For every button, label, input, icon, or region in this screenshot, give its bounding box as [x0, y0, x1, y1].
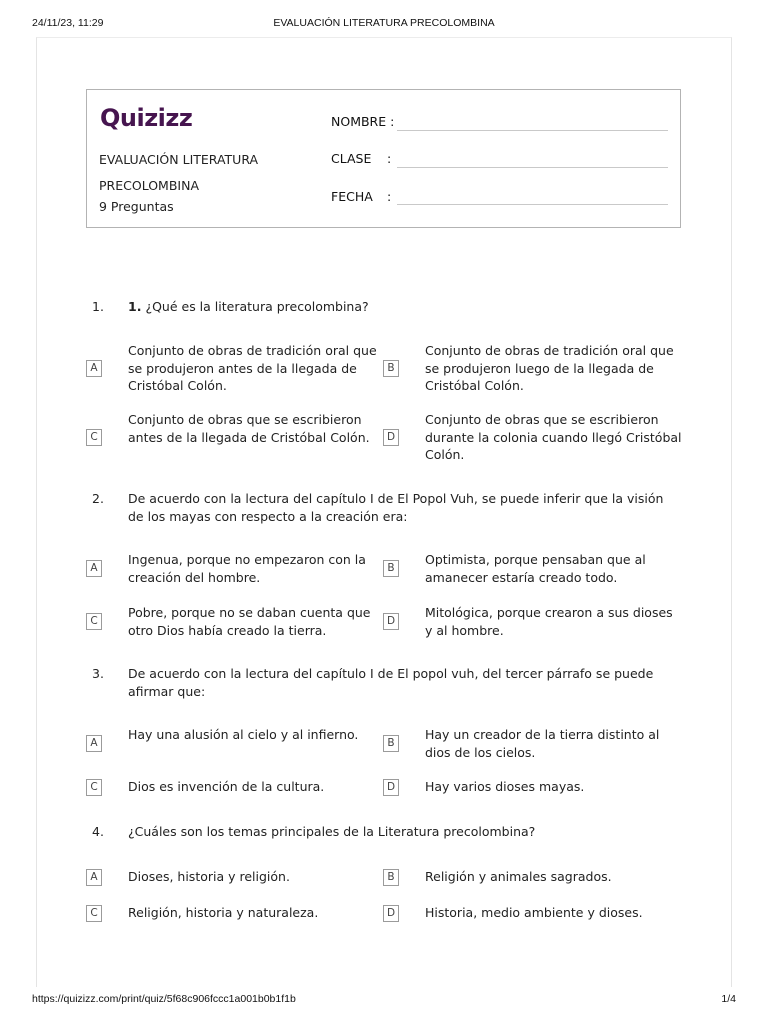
- option-text: Ingenua, porque no empezaron con la creación del hombre.: [128, 552, 366, 585]
- q4-option-c[interactable]: [86, 904, 383, 924]
- q3-option-b[interactable]: [383, 726, 680, 762]
- option-letter: B: [383, 735, 399, 752]
- q4-option-d[interactable]: [383, 904, 680, 924]
- option-text: Religión, historia y naturaleza.: [128, 905, 319, 920]
- nombre-field[interactable]: [397, 130, 668, 131]
- option-text: Dioses, historia y religión.: [128, 869, 290, 884]
- question-number: 2.: [92, 491, 104, 506]
- quiz-title-line2: PRECOLOMBINA: [99, 178, 199, 193]
- nombre-label: NOMBRE :: [331, 114, 395, 129]
- print-header: [0, 17, 768, 31]
- clase-colon: :: [387, 151, 392, 166]
- question-number: 4.: [92, 824, 104, 839]
- q2-option-b[interactable]: [383, 551, 680, 587]
- question-count: 9 Preguntas: [99, 199, 174, 214]
- option-text: Conjunto de obras de tradición oral que se produjeron antes de la llegada de Cristóbal Colón.: [128, 343, 377, 393]
- option-text: Religión y animales sagrados.: [425, 869, 612, 884]
- print-footer: [0, 993, 768, 1007]
- q2-option-c[interactable]: [86, 604, 383, 640]
- option-text: Hay un creador de la tierra distinto al dios de los cielos.: [425, 727, 660, 760]
- q2-option-a[interactable]: [86, 551, 383, 587]
- quiz-title: [99, 147, 299, 199]
- option-letter: C: [86, 613, 102, 630]
- q1-option-b[interactable]: [383, 342, 680, 396]
- question-number: 1.: [92, 299, 104, 314]
- option-letter: A: [86, 735, 102, 752]
- question-prompt: De acuerdo con la lectura del capítulo I de El Popol Vuh, se puede inferir que la visión de los mayas con respecto a la creación era:: [128, 491, 664, 524]
- question-prompt: De acuerdo con la lectura del capítulo I de El popol vuh, del tercer párrafo se puede afirmar que:: [128, 666, 654, 699]
- fecha-label: FECHA: [331, 189, 373, 204]
- option-text: Mitológica, porque crearon a sus dioses y al hombre.: [425, 605, 673, 638]
- option-text: Conjunto de obras que se escribieron antes de la llegada de Cristóbal Colón.: [128, 412, 370, 445]
- quizizz-logo: [100, 102, 200, 132]
- question-text: [128, 298, 676, 316]
- q4-option-a[interactable]: [86, 868, 383, 888]
- q1-option-c[interactable]: [86, 411, 383, 465]
- q1-option-a[interactable]: [86, 342, 383, 396]
- worksheet-header: [86, 89, 681, 228]
- option-letter: D: [383, 429, 399, 446]
- q4-option-b[interactable]: [383, 868, 680, 888]
- option-text: Hay varios dioses mayas.: [425, 779, 585, 794]
- q1-option-d[interactable]: [383, 411, 680, 465]
- fecha-colon: :: [387, 189, 392, 204]
- option-text: Hay una alusión al cielo y al infierno.: [128, 727, 359, 742]
- logo-text: Quizizz: [100, 104, 193, 132]
- q2-option-d[interactable]: [383, 604, 680, 640]
- quizizz-logo-icon: [100, 102, 200, 132]
- q3-option-d[interactable]: [383, 778, 680, 798]
- option-letter: D: [383, 905, 399, 922]
- option-letter: B: [383, 560, 399, 577]
- option-letter: C: [86, 905, 102, 922]
- q3-option-c[interactable]: [86, 778, 383, 798]
- fecha-field[interactable]: [397, 204, 668, 205]
- option-text: Optimista, porque pensaban que al amanecer estaría creado todo.: [425, 552, 646, 585]
- option-text: Pobre, porque no se daban cuenta que otro Dios había creado la tierra.: [128, 605, 371, 638]
- option-letter: A: [86, 560, 102, 577]
- quiz-title-line1: EVALUACIÓN LITERATURA: [99, 152, 259, 167]
- option-text: Dios es invención de la cultura.: [128, 779, 325, 794]
- question-bold-number: 1.: [128, 299, 142, 314]
- question-prompt: ¿Qué es la literatura precolombina?: [145, 299, 369, 314]
- option-text: Conjunto de obras de tradición oral que se produjeron luego de la llegada de Cristóbal Colón.: [425, 343, 674, 393]
- print-datetime: 24/11/23, 11:29: [32, 17, 104, 29]
- clase-field[interactable]: [397, 167, 668, 168]
- option-letter: A: [86, 360, 102, 377]
- option-letter: A: [86, 869, 102, 886]
- option-text: Historia, medio ambiente y dioses.: [425, 905, 643, 920]
- q3-option-a[interactable]: [86, 726, 383, 762]
- print-document-title: EVALUACIÓN LITERATURA PRECOLOMBINA: [273, 17, 495, 29]
- question-prompt: ¿Cuáles son los temas principales de la Literatura precolombina?: [128, 824, 536, 839]
- option-letter: B: [383, 869, 399, 886]
- print-page-number: 1/4: [721, 993, 736, 1005]
- question-number: 3.: [92, 666, 104, 681]
- option-letter: C: [86, 779, 102, 796]
- option-text: Conjunto de obras que se escribieron durante la colonia cuando llegó Cristóbal Colón.: [425, 412, 682, 462]
- print-url: https://quizizz.com/print/quiz/5f68c906fccc1a001b0b1f1b: [32, 993, 296, 1005]
- option-letter: D: [383, 613, 399, 630]
- clase-label: CLASE: [331, 151, 372, 166]
- option-letter: B: [383, 360, 399, 377]
- option-letter: C: [86, 429, 102, 446]
- option-letter: D: [383, 779, 399, 796]
